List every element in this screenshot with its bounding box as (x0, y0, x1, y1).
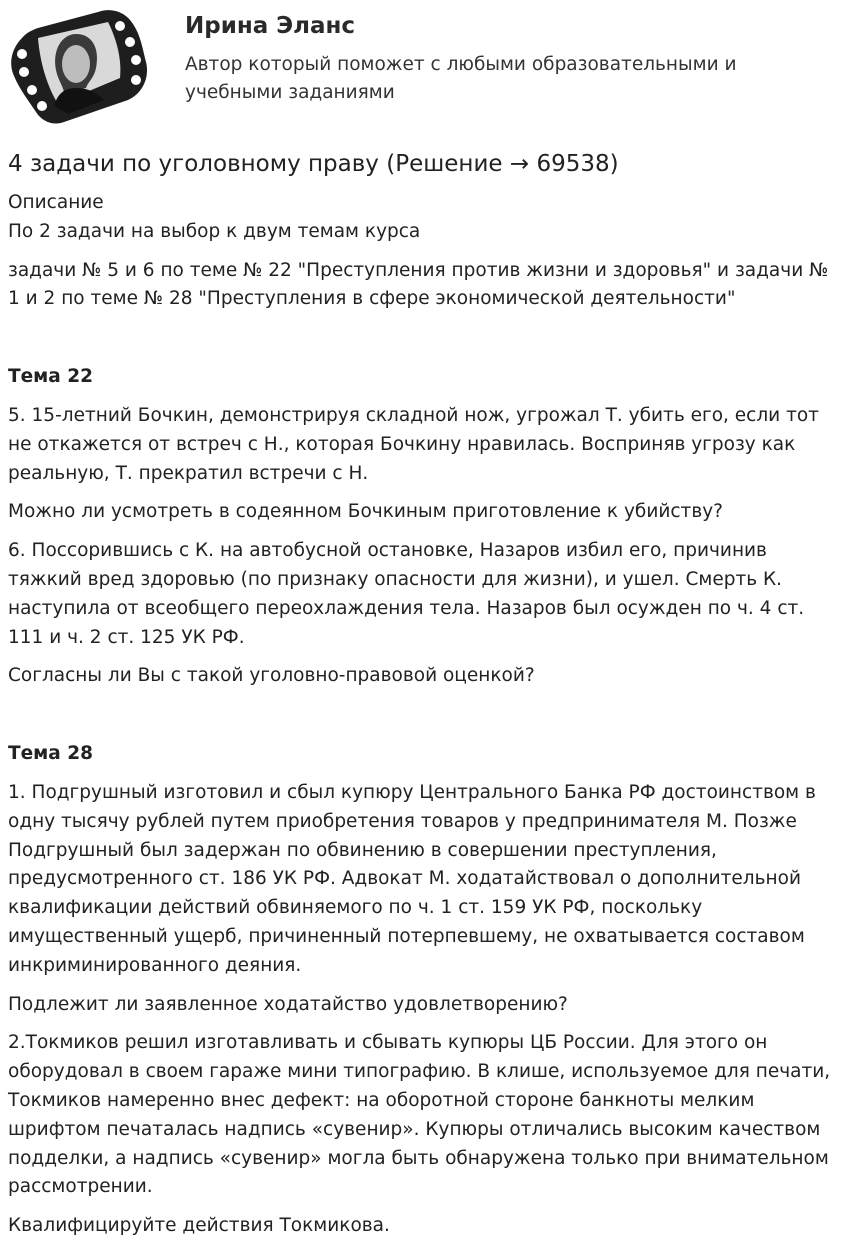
document-title: 4 задачи по уголовному праву (Решение → 69538) (8, 151, 619, 177)
sprocket-hole (37, 101, 47, 111)
task-2-question: Квалифицируйте действия Токмикова. (8, 1215, 390, 1237)
author-avatar[interactable] (8, 8, 150, 126)
sprocket-hole (115, 21, 125, 31)
document-content (8, 148, 844, 1241)
task-2-text: 2.Токмиков решил изготавливать и сбывать купюры ЦБ России. Для этого он оборудовал в своем гараже мини типографию. В клише, используемое для печати, Токмиков намеренно внес дефект: на оборотной стороне банкноты мелким шрифтом печаталась надпись «сувенир». Купюры отличались высоким качеством подделки, а надпись «сувенир» могла быть обнаружена только при внимательном рассмотрении. (8, 1032, 831, 1198)
description-label: Описание (8, 192, 104, 213)
theme-28-heading: Тема 28 (8, 743, 93, 765)
task-6-question: Согласны ли Вы с такой уголовно-правовой оценкой? (8, 665, 535, 687)
intro-text-tasks: задачи № 5 и 6 по теме № 22 "Преступления против жизни и здоровья" и задачи № 1 и 2 по теме № 28 "Преступления в сфере экономической деятельности" (8, 259, 829, 310)
film-strip-avatar-image (8, 8, 150, 126)
intro-text: По 2 задачи на выбор к двум темам курса (8, 220, 421, 242)
task-5-question: Можно ли усмотреть в содеянном Бочкиным приготовление к убийству? (8, 501, 723, 523)
sprocket-hole (131, 75, 141, 85)
author-header (0, 0, 847, 130)
sprocket-hole (27, 85, 37, 95)
sprocket-hole (131, 55, 141, 65)
sprocket-hole (125, 37, 135, 47)
theme-22-heading: Тема 22 (8, 366, 93, 388)
task-1-question: Подлежит ли заявленное ходатайство удовлетворению? (8, 993, 568, 1015)
portrait-face (62, 45, 90, 83)
sprocket-hole (19, 67, 29, 77)
author-description: Автор который поможет с любыми образовательными и учебными заданиями (185, 54, 737, 103)
author-name[interactable]: Ирина Эланс (185, 13, 356, 39)
task-6-text: 6. Поссорившись с К. на автобусной остановке, Назаров избил его, причинив тяжкий вред здоровью (по признаку опасности для жизни), и ушел. Смерть К. наступила от всеобщего переохлаждения тела. Назаров был осужден по ч. 4 ст. 111 и ч. 2 ст. 125 УК РФ. (8, 540, 805, 648)
task-1-text: 1. Подгрушный изготовил и сбыл купюру Центрального Банка РФ достоинством в одну тысячу рублей путем приобретения товаров у предпринимателя М. Позже Подгрушный был задержан по обвинению в совершении преступления, предусмотренного ст. 186 УК РФ. Адвокат М. ходатайствовал о дополнительной квалификации действий обвиняемого по ч. 1 ст. 159 УК РФ, поскольку имущественный ущерб, причиненный потерпевшему, не охватывается составом инкриминированного деяния. (8, 781, 816, 976)
sprocket-hole (17, 49, 27, 59)
task-5-text: 5. 15-летний Бочкин, демонстрируя складной нож, угрожал Т. убить его, если тот не откажется от встреч с Н., которая Бочкину нравилась. Восприняв угрозу как реальную, Т. прекратил встречи с Н. (8, 404, 819, 484)
